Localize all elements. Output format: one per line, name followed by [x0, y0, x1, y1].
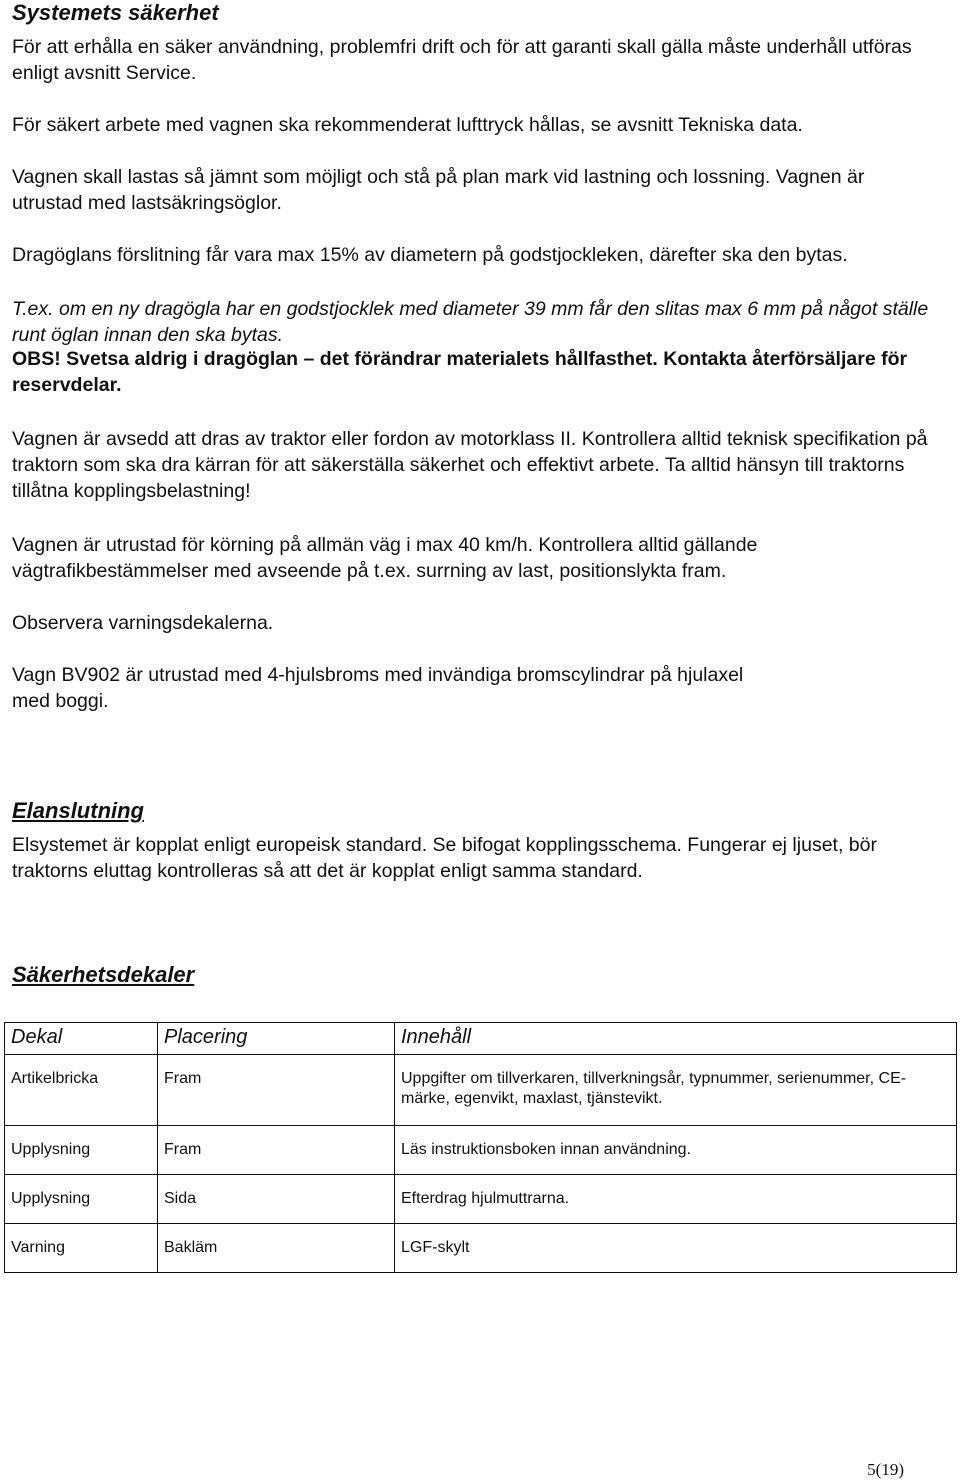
section-title-sakerhetsdekaler: Säkerhetsdekaler	[12, 962, 195, 987]
paragraph-allman-vag: Vagnen är utrustad för körning på allmän väg i max 40 km/h. Kontrollera alltid gällande vägtrafikbestämmelser med avseende på t.ex. surrning av last, positionslykta fram.	[12, 534, 758, 582]
paragraph-traktor: Vagnen är avsedd att dras av traktor eller fordon av motorklass II. Kontrollera alltid teknisk specifikation på traktorn som ska dra kärran för att säkerställa säkerhet och effektivt arbete. Ta alltid hänsyn till traktorns tillåtna kopplingsbelastning!	[12, 428, 928, 502]
paragraph-dragogla-forslitning: Dragöglans förslitning får vara max 15% av diametern på godstjockleken, därefter ska den bytas.	[12, 244, 848, 266]
paragraph-lastning: Vagnen skall lastas så jämnt som möjligt och stå på plan mark vid lastning och lossning. Vagnen är utrustad med lastsäkringsöglor.	[12, 166, 865, 214]
paragraph-obs-varning: OBS! Svetsa aldrig i dragöglan – det förändrar materialets hållfasthet. Kontakta återförsäljare för reservdelar.	[12, 348, 908, 396]
table-cell-placering: Fram	[158, 1126, 395, 1175]
table-header-dekal: Dekal	[5, 1023, 158, 1055]
table-header-row	[5, 1023, 957, 1055]
table-row	[5, 1224, 957, 1273]
table-cell-innehall: Läs instruktionsboken innan användning.	[395, 1126, 957, 1175]
paragraph-elsystem: Elsystemet är kopplat enligt europeisk standard. Se bifogat kopplingsschema. Fungerar ej ljuset, bör traktorns eluttag kontrolleras så att det är kopplat enligt samma standard.	[12, 834, 877, 882]
paragraph-underhall: För att erhålla en säker användning, problemfri drift och för att garanti skall gälla måste underhåll utföras enligt avsnitt Service.	[12, 36, 912, 84]
table-cell-dekal: Varning	[5, 1224, 158, 1273]
paragraph-lufttryck: För säkert arbete med vagnen ska rekommenderat lufttryck hållas, se avsnitt Tekniska data.	[12, 114, 803, 136]
dekal-table	[4, 1022, 957, 1273]
table-cell-dekal: Upplysning	[5, 1175, 158, 1224]
paragraph-varningsdekaler: Observera varningsdekalerna.	[12, 612, 274, 634]
table-cell-placering: Bakläm	[158, 1224, 395, 1273]
table-row	[5, 1055, 957, 1126]
table-row	[5, 1175, 957, 1224]
table-row	[5, 1126, 957, 1175]
table-header-placering: Placering	[158, 1023, 395, 1055]
table-cell-innehall: Efterdrag hjulmuttrarna.	[395, 1175, 957, 1224]
page-number: 5(19)	[867, 1460, 904, 1479]
table-cell-dekal: Upplysning	[5, 1126, 158, 1175]
table-cell-innehall: LGF-skylt	[395, 1224, 957, 1273]
table-cell-dekal: Artikelbricka	[5, 1055, 158, 1126]
section-title-systemets-sakerhet: Systemets säkerhet	[12, 0, 219, 25]
table-cell-placering: Fram	[158, 1055, 395, 1126]
table-cell-placering: Sida	[158, 1175, 395, 1224]
table-cell-innehall: Uppgifter om tillverkaren, tillverkningsår, typnummer, serienummer, CE-märke, egenvikt, maxlast, tjänstevikt.	[395, 1055, 957, 1126]
paragraph-broms: Vagn BV902 är utrustad med 4-hjulsbroms med invändiga bromscylindrar på hjulaxel med boggi.	[12, 664, 744, 712]
section-title-elanslutning: Elanslutning	[12, 798, 144, 823]
table-header-innehall: Innehåll	[395, 1023, 957, 1055]
paragraph-dragogla-exempel: T.ex. om en ny dragögla har en godstjocklek med diameter 39 mm får den slitas max 6 mm på något ställe runt öglan innan den ska bytas.	[12, 298, 929, 346]
